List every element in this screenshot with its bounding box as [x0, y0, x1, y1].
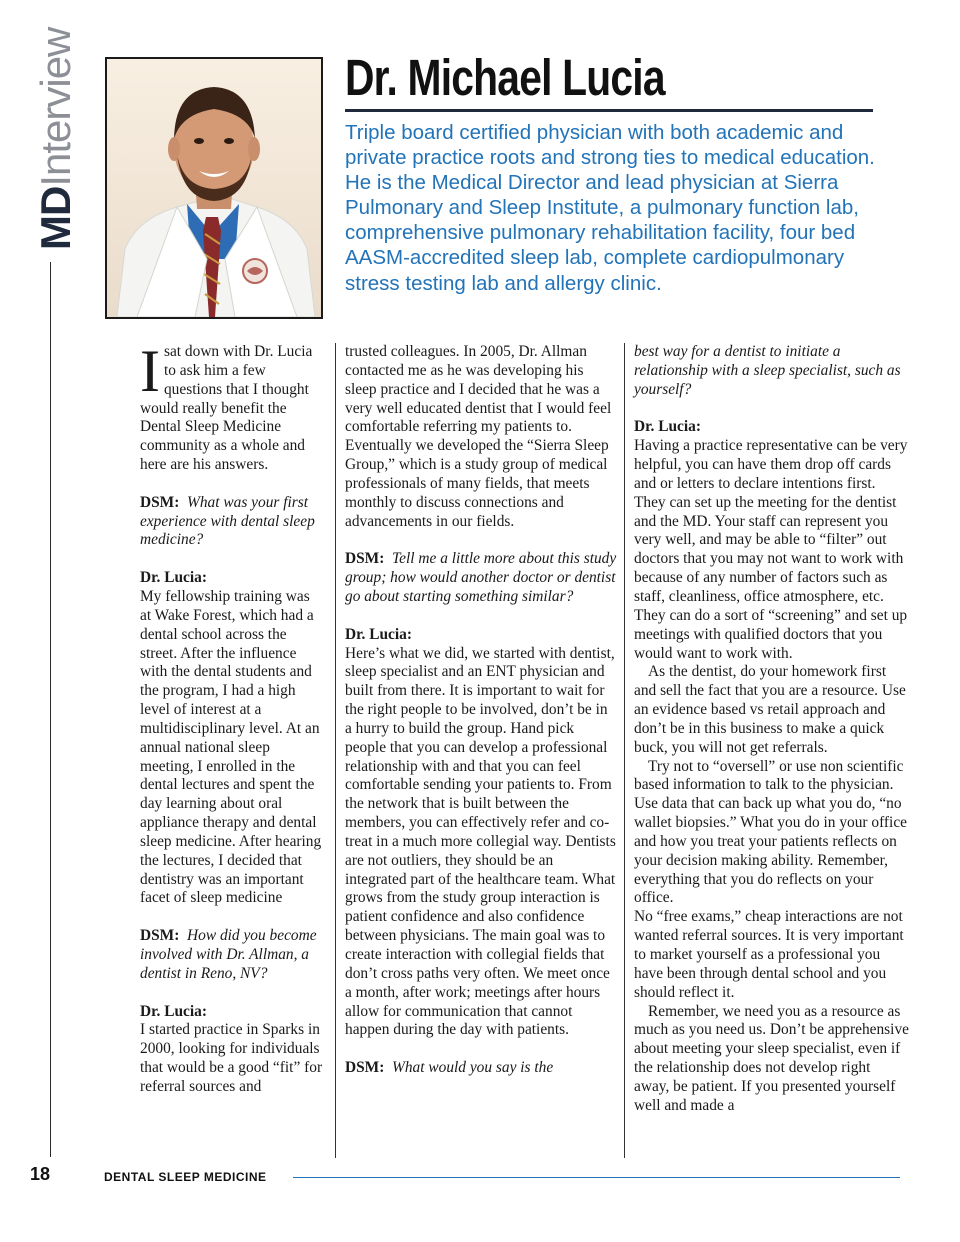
subtitle-deck: Triple board certified physician with both academic and private practice roots and strong ties to medical education. He is the Medical Director and lead physician at Sierra Pulmonary and Sleep Institute, a pulmonary function lab, comprehensive pulmonary rehabilitation facility, four bed AASM-accredited sleep lab, complete cardiopulmonary stress testing lab and allergy clinic.	[345, 121, 875, 295]
answer-4-paragraph-4: No “free exams,” cheap interactions are not wanted referral sources. It is very important to market yourself as a professional you have been through dental school and you should reflect it.	[634, 908, 904, 1001]
portrait-photo	[105, 57, 323, 319]
section-tag	[30, 27, 79, 255]
answer-label: Dr. Lucia:	[345, 625, 412, 643]
column-divider	[624, 343, 625, 1158]
answer-label: Dr. Lucia:	[140, 1002, 207, 1020]
answer-label: Dr. Lucia:	[140, 569, 207, 587]
dsm-label: DSM:	[140, 927, 180, 945]
question-text: What would you say is the	[392, 1059, 554, 1077]
section-tag-bold: MD	[32, 186, 79, 250]
drop-cap: I	[140, 338, 160, 404]
intro-text: sat down with Dr. Lucia to ask him a few questions that I thought would really benefit the Dental Sleep Medicine community as a whole and here are his answers.	[140, 343, 313, 474]
question-3	[345, 550, 617, 607]
answer-4-paragraph-1: Having a practice representative can be very helpful, you can have them drop off cards and or letters to declare intentions first. They can set up the meeting for the dentist and the MD. Your staff can represent you very well, and may be able to “filter” out doctors that you may not want to work with because of any number of factors such as staff, cleanliness, office atmosphere, etc. They can do a sort of “screening” and set up meetings with qualified doctors that you would want to work with.	[634, 437, 908, 662]
title-underline	[345, 109, 873, 112]
column-divider	[335, 343, 336, 1158]
dsm-label: DSM:	[345, 550, 385, 568]
article-column-3	[634, 343, 909, 1158]
answer-4-paragraph-3: Try not to “oversell” or use non scientific based information to talk to the physician. Use data that can back up what you do, “no wallet biopsies.” What you do in your office and how you treat your patients reflects on your decision making ability. Remember, everything that you do reflects on your office.	[634, 757, 907, 907]
magazine-name: DENTAL SLEEP MEDICINE	[104, 1170, 267, 1184]
question-text: How did you become involved with Dr. Allman, a dentist in Reno, NV?	[140, 927, 317, 982]
question-2	[140, 927, 323, 984]
answer-3: Here’s what we did, we started with dentist, sleep specialist and an ENT physician and built from there. It is important to wait for the right people to be involved, don’t be in a hurry to build the group. Hand pick people that you can develop a professional relationship with and that you can feel comfortable sending your patients to. From the network that is built between the members, you can effectively refer and co-treat in a much more collegial way. Dentists are not outliers, they should be an integrated part of the healthcare team. What grows from the study group interaction is patient confidence and also confidence between physicians. The main goal was to create interaction with collegial fields that don’t cross paths very often. We meet once a month, after work; meetings after hours allow for communication that cannot happen during the day with patients.	[345, 644, 616, 1039]
side-divider	[50, 262, 51, 1157]
page-number: 18	[30, 1164, 51, 1184]
question-4-part-1	[345, 1059, 617, 1078]
section-tag-light: Interview	[32, 27, 79, 187]
article-column-1	[140, 338, 323, 1158]
dsm-label: DSM:	[345, 1059, 385, 1077]
answer-4-paragraph-2: As the dentist, do your homework first and sell the fact that you are a resource. Use an evidence based vs retail approach and don’t be in this business to make a quick buck, you will not get referrals.	[634, 663, 906, 756]
intro-paragraph	[140, 338, 323, 475]
question-1	[140, 494, 323, 551]
answer-1: My fellowship training was at Wake Forest, which had a dental school across the street. After the influence with the dental students and the program, I had a high level of interest at a multidisciplinary level. At an annual national sleep meeting, I enrolled in the dental lectures and spent the day learning about oral appliance therapy and dental sleep medicine. After hearing the lectures, I decided that dentistry was an important facet of sleep medicine	[140, 587, 322, 907]
answer-4-paragraph-5: Remember, we need you as a resource as much as you need us. Don’t be apprehensive about meeting your sleep specialist, even if the relationship does not develop right away, be patient. If you presented yourself well and made a	[634, 1002, 909, 1114]
answer-2-part-1: I started practice in Sparks in 2000, looking for individuals that would be a good “fit” for referral sources and	[140, 1021, 323, 1095]
page-title: Dr. Michael Lucia	[345, 49, 665, 106]
footer-rule	[293, 1177, 900, 1178]
question-text: What was your first experience with dental sleep medicine?	[140, 493, 315, 549]
article-column-2	[345, 343, 617, 1158]
answer-2-part-2: trusted colleagues. In 2005, Dr. Allman contacted me as he was developing his sleep practice and I decided that he was a very well educated dentist that I would feel comfortable referring my patients to. Eventually we developed the “Sierra Sleep Group,” which is a study group of medical professionals of many fields, that meets monthly to discuss connections and advancements in our fields.	[345, 343, 612, 530]
dsm-label: DSM:	[140, 493, 180, 511]
question-4-part-2: best way for a dentist to initiate a relationship with a sleep specialist, such as yourself?	[634, 343, 901, 398]
answer-label: Dr. Lucia:	[634, 418, 701, 436]
question-text: Tell me a little more about this study group; how would another doctor or dentist go about starting something similar?	[345, 550, 617, 605]
